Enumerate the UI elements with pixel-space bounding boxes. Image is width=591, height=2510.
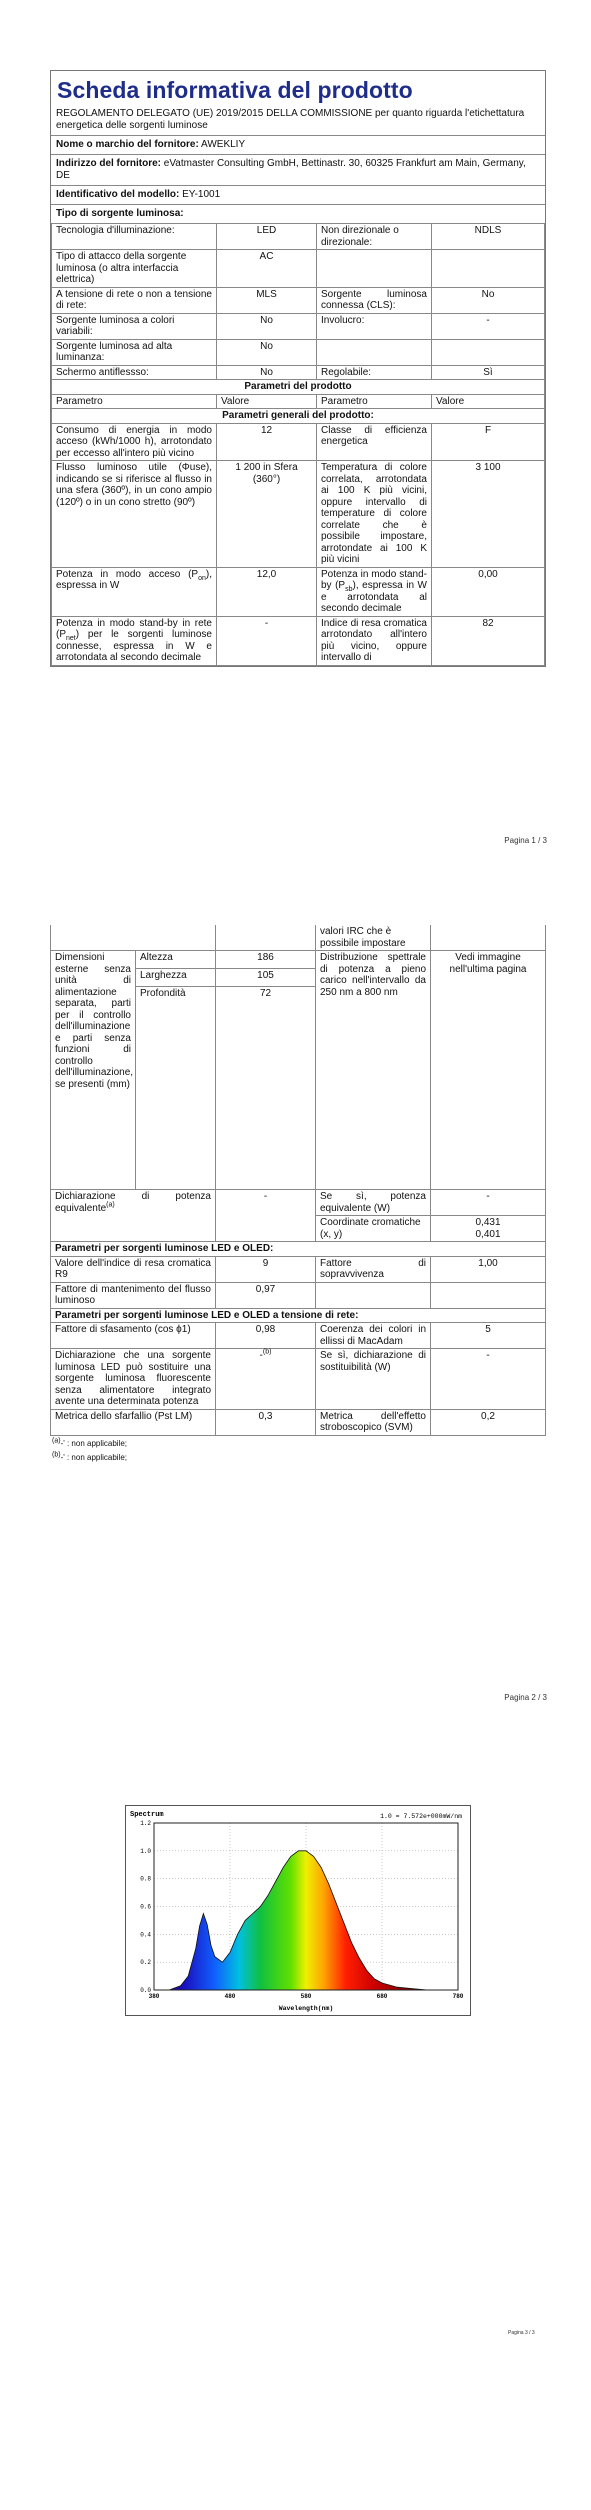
product-table-page2	[50, 925, 546, 1436]
spectrum-chart	[125, 1805, 471, 2016]
x-tick-label: 380	[148, 1993, 160, 2000]
eqpow-w-value: -	[431, 1190, 546, 1216]
psb-label: Potenza in modo stand-by $(P_{sb})$, espressa in W e arrotondata al secondo decimale	[317, 567, 432, 616]
empty-cell	[316, 1282, 431, 1308]
maint-label: Fattore di mantenimento del flusso luminoso	[51, 1282, 216, 1308]
page-number: Pagina 3 / 3	[508, 2330, 535, 2336]
empty-cell	[431, 925, 546, 951]
energy-label: Consumo di energia in modo acceso (kWh/1000 h), arrotondato per eccesso all'intero più vicino	[52, 423, 217, 461]
y-tick-label: 1.0	[140, 1847, 151, 1855]
nondir-label: Non direzionale o direzionale:	[317, 224, 432, 250]
svm-label: Metrica dell'effetto stroboscopico (SVM)	[316, 1409, 431, 1435]
dim-label: Dimensioni esterne senza unità di alimentazione separata, parti per il controllo dell'illuminazione e parti senza funzioni di controllo dell'illuminazione, se presenti (mm)	[51, 951, 136, 1190]
chroma-label: Coordinate cromatiche (x, y)	[316, 1216, 431, 1242]
pf-label: Fattore di sfasamento (cos ϕ1)	[51, 1323, 216, 1349]
dimmable-label: Regolabile:	[317, 365, 432, 380]
maint-value: 0,97	[216, 1282, 316, 1308]
table-row	[52, 224, 545, 250]
cct-value: 3 100	[432, 461, 545, 568]
model-value: EY-1001	[182, 189, 221, 200]
height-label: Altezza	[136, 951, 216, 969]
pon-value: 12,0	[217, 567, 317, 616]
y-tick-label: 0.4	[140, 1931, 151, 1939]
macadam-value: 5	[431, 1323, 546, 1349]
sheet-title: Scheda informativa del prodotto	[57, 77, 413, 103]
model-label: Identificativo del modello:	[56, 189, 180, 200]
col-param-1: Parametro	[52, 394, 217, 409]
table-row	[52, 380, 545, 395]
x-tick-label: 480	[224, 1993, 236, 2000]
colour-label: Sorgente luminosa a colori variabili:	[52, 313, 217, 339]
supplier-address-row	[51, 154, 545, 185]
depth-value: 72	[216, 987, 316, 1190]
y-tick-label: 1.2	[140, 1820, 151, 1827]
supplier-name-value: AWEKLIY	[201, 139, 246, 150]
table-row	[51, 1190, 546, 1216]
empty-cell	[432, 250, 545, 288]
table-row	[51, 1308, 546, 1323]
spd-label: Distribuzione spettrale di potenza a pieno carico nell'intervallo da 250 nm a 800 nm	[316, 951, 431, 1190]
page-3	[0, 1760, 591, 2510]
empty-cell	[216, 925, 316, 951]
cri-value: 82	[432, 616, 545, 665]
table-row	[52, 313, 545, 339]
class-label: Classe di efficienza energetica	[317, 423, 432, 461]
col-value-2: Valore	[432, 394, 545, 409]
pnet-label: Potenza in modo stand-by in rete $(P_{net})$ per le sorgenti luminose connesse, espressa in W e arrotondata al secondo decimale	[52, 616, 217, 665]
page-2	[0, 925, 591, 1715]
product-table-page2-wrap	[50, 925, 546, 1464]
glare-value: No	[217, 365, 317, 380]
r9-label: Valore dell'indice di resa cromatica R9	[51, 1256, 216, 1282]
spectrum-svg	[126, 1806, 470, 2015]
source-type-header	[51, 204, 545, 223]
class-value: F	[432, 423, 545, 461]
y-tick-label: 0.0	[140, 1987, 151, 1994]
pf-value: 0,98	[216, 1323, 316, 1349]
width-value: 105	[216, 969, 316, 987]
y-tick-label: 0.6	[140, 1903, 151, 1911]
table-row	[52, 339, 545, 365]
survival-label: Fattore di sopravvivenza	[316, 1256, 431, 1282]
table-row	[52, 616, 545, 665]
regulation-text: REGOLAMENTO DELEGATO (UE) 2019/2015 DELLA COMMISSIONE per quanto riguarda l'etichettatura energetica delle sorgenti luminose	[56, 108, 525, 131]
col-value-1: Valore	[217, 394, 317, 409]
eqpow-value: -	[216, 1190, 316, 1242]
tech-value: LED	[217, 224, 317, 250]
chroma-values	[431, 1216, 546, 1242]
supplier-name-label: Nome o marchio del fornitore:	[56, 139, 199, 150]
product-table-page1	[51, 223, 545, 666]
psb-value: 0,00	[432, 567, 545, 616]
connected-value: No	[432, 287, 545, 313]
empty-cell	[51, 925, 216, 951]
cap-label: Tipo di attacco della sorgente luminosa (o altra interfaccia elettrica)	[52, 250, 217, 288]
eqpow-w-label: Se sì, potenza equivalente (W)	[316, 1190, 431, 1216]
svm-value: 0,2	[431, 1409, 546, 1435]
cri-label: Indice di resa cromatica arrotondato all'intero più vicino, oppure intervallo di	[317, 616, 432, 665]
highlum-value: No	[217, 339, 317, 365]
chroma-y: 0,401	[475, 1228, 501, 1240]
mains-value: MLS	[217, 287, 317, 313]
supplier-address-value: eVatmaster Consulting GmbH, Bettinastr. 30, 60325 Frankfurt am Main, Germany, DE	[56, 158, 526, 181]
replw-value: -	[431, 1349, 546, 1410]
chart-title: Spectrum	[130, 1811, 164, 1819]
table-row	[52, 461, 545, 568]
pst-value: 0,3	[216, 1409, 316, 1435]
footnote-b: $^{(b)}$-' : non applicabile;	[52, 1450, 128, 1462]
table-row	[51, 951, 546, 969]
x-axis-label: Wavelength(nm)	[278, 2005, 334, 2012]
table-row	[51, 1323, 546, 1349]
glare-label: Schermo antiflessso:	[52, 365, 217, 380]
empty-cell	[432, 339, 545, 365]
pon-label: Potenza in modo acceso $(P_{on})$, espressa in W	[52, 567, 217, 616]
table-row	[52, 394, 545, 409]
col-param-2: Parametro	[317, 394, 432, 409]
supplier-address-label: Indirizzo del fornitore:	[56, 158, 161, 169]
led-header: Parametri per sorgenti luminose LED e OLED:	[51, 1242, 546, 1257]
mains-header: Parametri per sorgenti luminose LED e OLED a tensione di rete:	[51, 1308, 546, 1323]
nondir-value: NDLS	[432, 224, 545, 250]
table-row	[51, 1349, 546, 1410]
macadam-label: Coerenza dei colori in ellissi di MacAdam	[316, 1323, 431, 1349]
dimmable-value: Sì	[432, 365, 545, 380]
chroma-x: 0,431	[475, 1217, 501, 1228]
depth-label: Profondità	[136, 987, 216, 1190]
empty-cell	[431, 1282, 546, 1308]
cri-label-cont: valori IRC che è possibile impostare	[316, 925, 431, 951]
model-row	[51, 185, 545, 204]
envelope-value: -	[432, 313, 545, 339]
source-type-header-text: Tipo di sorgente luminosa:	[56, 208, 184, 219]
connected-label: Sorgente luminosa connessa (CLS):	[317, 287, 432, 313]
mains-label: A tensione di rete o non a tensione di rete:	[52, 287, 217, 313]
eqpow-label: Dichiarazione di potenza equivalente$^{(a)}$	[51, 1190, 216, 1242]
table-row	[52, 287, 545, 313]
r9-value: 9	[216, 1256, 316, 1282]
table-row	[51, 1282, 546, 1308]
height-value: 186	[216, 951, 316, 969]
table-row	[52, 567, 545, 616]
x-tick-label: 780	[452, 1993, 464, 2000]
spd-value: Vedi immagine nell'ultima pagina	[431, 951, 546, 1190]
chart-annotation: 1.0 = 7.572e+000mW/nm	[380, 1813, 462, 1820]
table-row	[51, 1409, 546, 1435]
page-1	[0, 0, 591, 860]
params-header: Parametri del prodotto	[52, 380, 545, 395]
flux-value: 1 200 in Sfera (360°)	[217, 461, 317, 568]
fluoro-label: Dichiarazione che una sorgente luminosa LED può sostituire una sorgente luminosa fluorescente senza alimentatore integrato avente una determinata potenza	[51, 1349, 216, 1410]
page-number: Pagina 1 / 3	[504, 836, 547, 845]
product-info-sheet-frame	[50, 70, 546, 667]
table-row	[52, 250, 545, 288]
table-row	[51, 1256, 546, 1282]
table-row	[52, 423, 545, 461]
fluoro-value: -$^{(b)}$	[216, 1349, 316, 1410]
tech-label: Tecnologia d'illuminazione:	[52, 224, 217, 250]
pst-label: Metrica dello sfarfallio (Pst LM)	[51, 1409, 216, 1435]
replw-label: Se sì, dichiarazione di sostituibilità (W)	[316, 1349, 431, 1410]
pnet-value: -	[217, 616, 317, 665]
y-tick-label: 0.8	[140, 1875, 151, 1883]
supplier-name-row	[51, 135, 545, 154]
table-row	[52, 409, 545, 424]
table-row	[51, 1242, 546, 1257]
survival-value: 1,00	[431, 1256, 546, 1282]
colour-value: No	[217, 313, 317, 339]
energy-value: 12	[217, 423, 317, 461]
spectrum-area	[154, 1851, 458, 1990]
cct-label: Temperatura di colore correlata, arrotondata ai 100 K più vicini, oppure intervallo di temperature di colore correlate che è possibile impostare, arrotondate ai 100 K più vicini	[317, 461, 432, 568]
y-tick-label: 0.2	[140, 1959, 151, 1967]
empty-cell	[317, 339, 432, 365]
width-label: Larghezza	[136, 969, 216, 987]
x-tick-label: 680	[376, 1993, 388, 2000]
flux-label: Flusso luminoso utile (Φuse), indicando se si riferisce al flusso in una sfera (360º), in un cono ampio (120º) o in un cono stretto (90º)	[52, 461, 217, 568]
highlum-label: Sorgente luminosa ad alta luminanza:	[52, 339, 217, 365]
empty-cell	[317, 250, 432, 288]
footnote-a: $^{(a)}$-' : non applicabile;	[52, 1436, 128, 1448]
page-number: Pagina 2 / 3	[504, 1693, 547, 1702]
table-row	[51, 925, 546, 951]
general-header: Parametri generali del prodotto:	[52, 409, 545, 424]
envelope-label: Involucro:	[317, 313, 432, 339]
x-tick-label: 580	[300, 1993, 312, 2000]
cap-value: AC	[217, 250, 317, 288]
table-row	[52, 365, 545, 380]
